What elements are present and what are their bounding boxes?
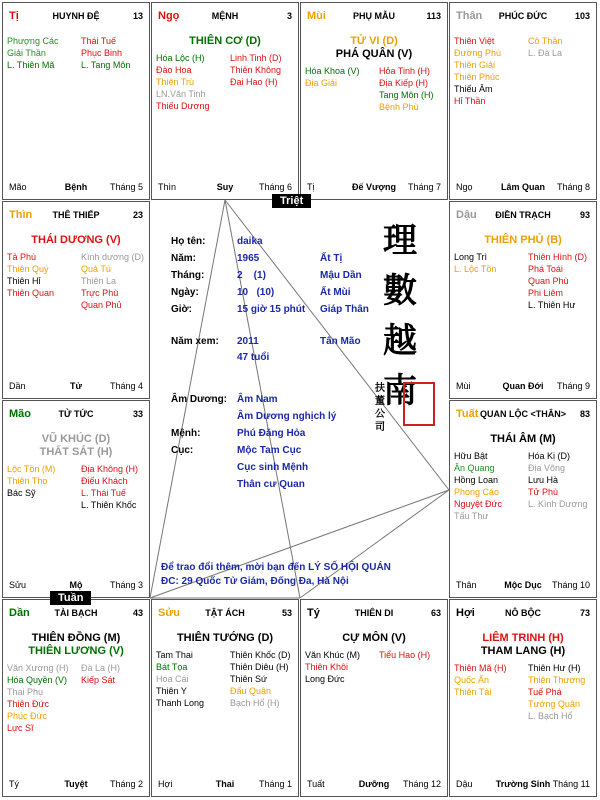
main-star: THIÊN TƯỚNG (D) <box>176 632 274 644</box>
minor-star: Thanh Long <box>156 698 205 708</box>
palace-footer-branch: Dần <box>9 381 26 391</box>
hour-value: 15 giờ 15 phút <box>237 304 306 315</box>
minor-star: Phúc Đức <box>7 711 48 721</box>
minor-star: Hoa Cái <box>156 674 189 684</box>
minor-star: Phi Liêm <box>528 288 564 298</box>
hour-label: Giờ: <box>171 304 192 315</box>
palace-name: TỬ TỨC <box>58 409 94 419</box>
palace-branch: Dần <box>9 607 30 619</box>
minor-star: LN.Văn Tinh <box>156 89 206 99</box>
minor-star: Phá Toái <box>528 264 563 274</box>
minor-star: Phong Cáo <box>454 487 500 497</box>
main-star: THIÊN LƯƠNG (V) <box>28 645 124 657</box>
minor-star: L. Kình Dương <box>528 499 588 509</box>
palace-number: 63 <box>430 608 441 618</box>
minor-star: Quan Phủ <box>81 300 122 310</box>
minor-star: L. Tang Môn <box>81 60 131 70</box>
palace-number: 3 <box>286 11 292 21</box>
minor-star: Thiên Sứ <box>230 674 268 684</box>
main-star: LIÊM TRINH (H) <box>482 632 564 644</box>
minor-star: Ân Quang <box>454 463 495 473</box>
minor-star: Thái Tuế <box>81 36 117 46</box>
palace-branch: Ngọ <box>158 10 180 22</box>
month-value: 2 (1) <box>237 270 266 281</box>
minor-star: Đẩu Quân <box>230 686 272 696</box>
minor-star: Bát Tọa <box>156 662 188 672</box>
palace-name: THIÊN DI <box>354 608 394 618</box>
minor-star: Linh Tinh (D) <box>230 53 282 63</box>
minor-star: Đà La (H) <box>81 663 121 673</box>
palace-footer-phase: Đế Vượng <box>352 182 396 192</box>
palace-name: PHỤ MẪU <box>353 11 395 21</box>
palace-footer-month: Tháng 2 <box>109 779 143 789</box>
palace-footer-month: Tháng 10 <box>551 580 590 590</box>
day-label: Ngày: <box>171 287 199 298</box>
palace-number: 73 <box>579 608 590 618</box>
palace-footer-phase: Mộc Dục <box>504 580 542 590</box>
palace-branch: Hợi <box>456 607 475 619</box>
address-line: ĐC: 29 Quốc Tử Giám, Đống Đa, Hà Nội <box>161 576 349 587</box>
minor-star: Giải Thần <box>7 48 46 58</box>
minor-star: Địa Không (H) <box>81 464 139 474</box>
palace-footer-branch: Tuất <box>307 779 325 789</box>
minor-star: Hữu Bật <box>454 451 488 461</box>
palace-footer-branch: Sửu <box>9 580 27 590</box>
calligraphy-char: 數 <box>383 271 417 311</box>
minor-star: Hỏa Tinh (H) <box>379 66 431 76</box>
minor-star: Lực Sĩ <box>7 723 34 733</box>
minor-star: Thiên Khốc (D) <box>230 650 291 660</box>
name-value: daika <box>237 236 263 247</box>
palace-name: PHÚC ĐỨC <box>498 11 548 21</box>
minor-star: L. Thiên Hư <box>528 300 576 310</box>
main-star: THIÊN PHỦ (B) <box>484 234 562 246</box>
main-star: THÁI DƯƠNG (V) <box>31 234 121 246</box>
minor-star: Thiên Hư (H) <box>528 663 581 673</box>
palace-name: MỆNH <box>211 11 239 21</box>
palace-branch: Thân <box>456 10 483 22</box>
minor-star: Đào Hoa <box>156 65 192 75</box>
than-cu-value: Thân cư Quan <box>237 479 305 490</box>
palace-footer-phase: Trường Sinh <box>495 779 551 789</box>
palace-branch: Mùi <box>307 10 326 22</box>
palace-number: 43 <box>132 608 143 618</box>
palace-number: 93 <box>579 210 590 220</box>
minor-star: Thiên Thương <box>528 675 586 685</box>
minor-star: L. Thiên Mã <box>7 60 55 70</box>
main-star: THẤT SÁT (H) <box>39 446 113 458</box>
minor-star: Trực Phù <box>81 288 119 298</box>
palace-number: 83 <box>579 409 590 419</box>
palace-footer-branch: Mão <box>9 182 27 192</box>
palace-footer-phase: Mộ <box>69 580 83 590</box>
am-duong-note: Âm Dương nghịch lý <box>237 411 337 422</box>
minor-star: Bác Sỹ <box>7 488 36 498</box>
palace-footer-month: Tháng 5 <box>109 182 143 192</box>
minor-star: Quả Tú <box>81 264 111 274</box>
year-value: 1965 <box>237 253 260 264</box>
main-star: CỰ MÔN (V) <box>342 632 406 644</box>
palace-branch: Tuất <box>456 408 479 420</box>
minor-star: Hóa Kị (D) <box>528 451 571 461</box>
minor-star: Nguyệt Đức <box>454 499 503 509</box>
palace-name: TẬT ÁCH <box>205 608 245 618</box>
palace-footer-phase: Bệnh <box>64 182 88 192</box>
minor-star: Tử Phù <box>528 487 559 497</box>
minor-star: Thiên La <box>81 276 117 286</box>
day-value: 10 (10) <box>237 287 275 298</box>
view-year-label: Năm xem: <box>171 336 219 347</box>
minor-star: Địa Võng <box>528 463 566 473</box>
minor-star: Thiên Quý <box>7 264 49 274</box>
minor-star: L. Bạch Hổ <box>528 711 573 721</box>
day-canchi: Ất Mùi <box>320 287 351 298</box>
palace-name: THÊ THIẾP <box>52 210 100 220</box>
cuc-label: Cục: <box>171 445 194 456</box>
minor-star: Thai Phụ <box>7 687 44 697</box>
month-canchi: Mậu Dần <box>320 270 362 281</box>
menh-label: Mệnh: <box>171 428 201 439</box>
chart-center <box>151 200 449 598</box>
main-star: THIÊN CƠ (D) <box>189 35 261 47</box>
calligraphy-char: 南 <box>383 371 417 411</box>
minor-star: Thiên Hỉ <box>7 276 41 286</box>
minor-star: Thiên Thọ <box>7 476 48 486</box>
palace-branch: Tị <box>9 10 19 22</box>
minor-star: Kình dương (D) <box>81 252 144 262</box>
minor-star: Thiên Y <box>156 686 187 696</box>
menh-value: Phú Đăng Hỏa <box>237 428 306 439</box>
palace-name: QUAN LỘC <THÂN> <box>479 409 566 419</box>
minor-star: Hóa Khoa (V) <box>305 66 360 76</box>
palace-number: 103 <box>574 11 590 21</box>
palace-footer-month: Tháng 8 <box>556 182 590 192</box>
view-year-value: 2011 <box>237 336 259 347</box>
palace-branch: Sửu <box>158 607 181 619</box>
palace-number: 53 <box>281 608 292 618</box>
palace-branch: Dậu <box>456 209 477 221</box>
minor-star: Tấu Thư <box>454 511 489 521</box>
year-label: Năm: <box>171 253 197 264</box>
minor-star: Thiên Tài <box>454 687 492 697</box>
minor-star: Lưu Hà <box>528 475 559 485</box>
main-star: THÁI ÂM (M) <box>490 433 556 445</box>
cuc-value: Mộc Tam Cục <box>237 445 302 456</box>
palace-footer-branch: Thân <box>456 580 477 590</box>
triet-tag: Triệt <box>272 194 311 208</box>
minor-star: Phục Binh <box>81 48 123 58</box>
minor-star: Long Trì <box>454 252 488 262</box>
palace-footer-branch: Hợi <box>158 779 173 789</box>
palace-footer-branch: Thìn <box>158 182 177 192</box>
main-star: THIÊN ĐỒNG (M) <box>31 632 121 644</box>
minor-star: Quan Phù <box>528 276 569 286</box>
main-star: PHÁ QUÂN (V) <box>335 48 413 60</box>
minor-star: Địa Giải <box>305 78 338 88</box>
minor-star: Thiên Trù <box>156 77 195 87</box>
minor-star: Điếu Khách <box>81 476 128 486</box>
minor-star: Long Đức <box>305 674 345 684</box>
palace-footer-branch: Tý <box>9 779 19 789</box>
palace-footer-phase: Tuyệt <box>64 779 88 789</box>
palace-name: ĐIỀN TRẠCH <box>495 210 551 220</box>
palace-number: 13 <box>132 11 143 21</box>
am-duong-value: Âm Nam <box>237 394 278 405</box>
palace-name: HUYNH ĐỆ <box>52 11 100 21</box>
palace-footer-month: Tháng 7 <box>407 182 441 192</box>
minor-star: Thiên Diêu (H) <box>230 662 289 672</box>
minor-star: L. Đà La <box>528 48 563 58</box>
palace-footer-month: Tháng 6 <box>258 182 292 192</box>
month-label: Tháng: <box>171 270 205 281</box>
minor-star: Hóa Quyền (V) <box>7 675 68 685</box>
minor-star: Thiếu Dương <box>156 101 210 111</box>
minor-star: Thiếu Âm <box>454 84 493 94</box>
minor-star: Hỉ Thần <box>454 96 486 106</box>
palace-name: TÀI BẠCH <box>54 608 98 618</box>
palace-branch: Mão <box>9 408 31 420</box>
palace-footer-branch: Ngọ <box>456 182 473 192</box>
palace-number: 113 <box>426 11 441 21</box>
palace-footer-branch: Tị <box>307 182 315 192</box>
minor-star: Bạch Hổ (H) <box>230 698 280 708</box>
palace-branch: Thìn <box>9 209 33 221</box>
palace-footer-phase: Thai <box>215 779 235 789</box>
calligraphy-char: 理 <box>383 221 417 261</box>
cuc-note: Cục sinh Mệnh <box>237 462 309 473</box>
palace-number: 33 <box>132 409 143 419</box>
minor-star: Thiên Phúc <box>454 72 500 82</box>
seal-side-text: 扶 董 公 司 <box>375 383 385 433</box>
minor-star: L. Thiên Khốc <box>81 500 137 510</box>
palace-footer-phase: Quan Đới <box>502 381 544 391</box>
palace-footer-month: Tháng 12 <box>402 779 441 789</box>
minor-star: Hóa Lộc (H) <box>156 53 205 63</box>
palace-footer-phase: Suy <box>216 182 234 192</box>
palace-footer-phase: Dưỡng <box>358 779 390 789</box>
minor-star: Kiếp Sát <box>81 675 116 685</box>
minor-star: L. Lộc Tồn <box>454 264 497 274</box>
minor-star: Thiên Đức <box>7 699 50 709</box>
minor-star: Quốc Ấn <box>454 675 490 685</box>
main-star: VŨ KHÚC (D) <box>41 433 111 445</box>
minor-star: Lộc Tồn (M) <box>7 464 56 474</box>
minor-star: Tả Phù <box>7 252 37 262</box>
minor-star: Địa Kiếp (H) <box>379 78 429 88</box>
hour-canchi: Giáp Thân <box>320 304 369 315</box>
minor-star: Đại Hao (H) <box>230 77 278 87</box>
minor-star: Tam Thai <box>156 650 193 660</box>
tuan-tag: Tuần <box>50 591 91 605</box>
minor-star: Thiên Khôi <box>305 662 349 672</box>
age-value: 47 tuổi <box>237 352 270 363</box>
minor-star: L. Thái Tuế <box>81 488 126 498</box>
minor-star: Cô Thần <box>528 36 563 46</box>
palace-footer-month: Tháng 3 <box>109 580 143 590</box>
minor-star: Thiên Giải <box>454 60 496 70</box>
palace-footer-phase: Tử <box>69 381 82 391</box>
palace-name: NÔ BỘC <box>505 608 541 618</box>
minor-star: Tang Môn (H) <box>379 90 434 100</box>
minor-star: Đường Phù <box>454 48 501 58</box>
minor-star: Văn Xương (H) <box>7 663 69 673</box>
main-star: THAM LANG (H) <box>480 645 566 657</box>
minor-star: Thiên Việt <box>454 36 495 46</box>
minor-star: Thiên Mã (H) <box>454 663 507 673</box>
calligraphy-char: 越 <box>383 321 417 361</box>
minor-star: Thiên Không <box>230 65 282 75</box>
palace-number: 23 <box>132 210 143 220</box>
minor-star: Bệnh Phù <box>379 102 419 112</box>
minor-star: Thiên Hình (D) <box>528 252 588 262</box>
minor-star: Phượng Các <box>7 36 59 46</box>
name-row: Họ tên: <box>171 236 206 247</box>
palace-footer-branch: Mùi <box>456 381 471 391</box>
minor-star: Tiểu Hao (H) <box>379 650 431 660</box>
palace-footer-phase: Lâm Quan <box>500 182 545 192</box>
view-year-canchi: Tân Mão <box>320 336 361 347</box>
am-duong-label: Âm Dương: <box>171 394 228 405</box>
minor-star: Tướng Quân <box>528 699 580 709</box>
minor-star: Hồng Loan <box>454 475 499 485</box>
promo-line: Để trao đổi thêm, mời bạn đến LÝ SỐ HỘI QUÁN <box>161 562 391 573</box>
minor-star: Văn Khúc (M) <box>305 650 361 660</box>
minor-star: Thiên Quan <box>7 288 55 298</box>
main-star: TỬ VI (D) <box>350 35 398 47</box>
palace-branch: Tý <box>307 607 320 619</box>
red-seal-stamp <box>403 382 435 426</box>
palace-footer-month: Tháng 4 <box>109 381 143 391</box>
minor-star: Tuế Phá <box>528 687 562 697</box>
palace-footer-month: Tháng 11 <box>552 779 590 789</box>
palace-footer-month: Tháng 1 <box>258 779 292 789</box>
palace-footer-branch: Dậu <box>456 779 473 789</box>
year-canchi: Ất Tị <box>320 253 343 264</box>
palace-footer-month: Tháng 9 <box>556 381 590 391</box>
